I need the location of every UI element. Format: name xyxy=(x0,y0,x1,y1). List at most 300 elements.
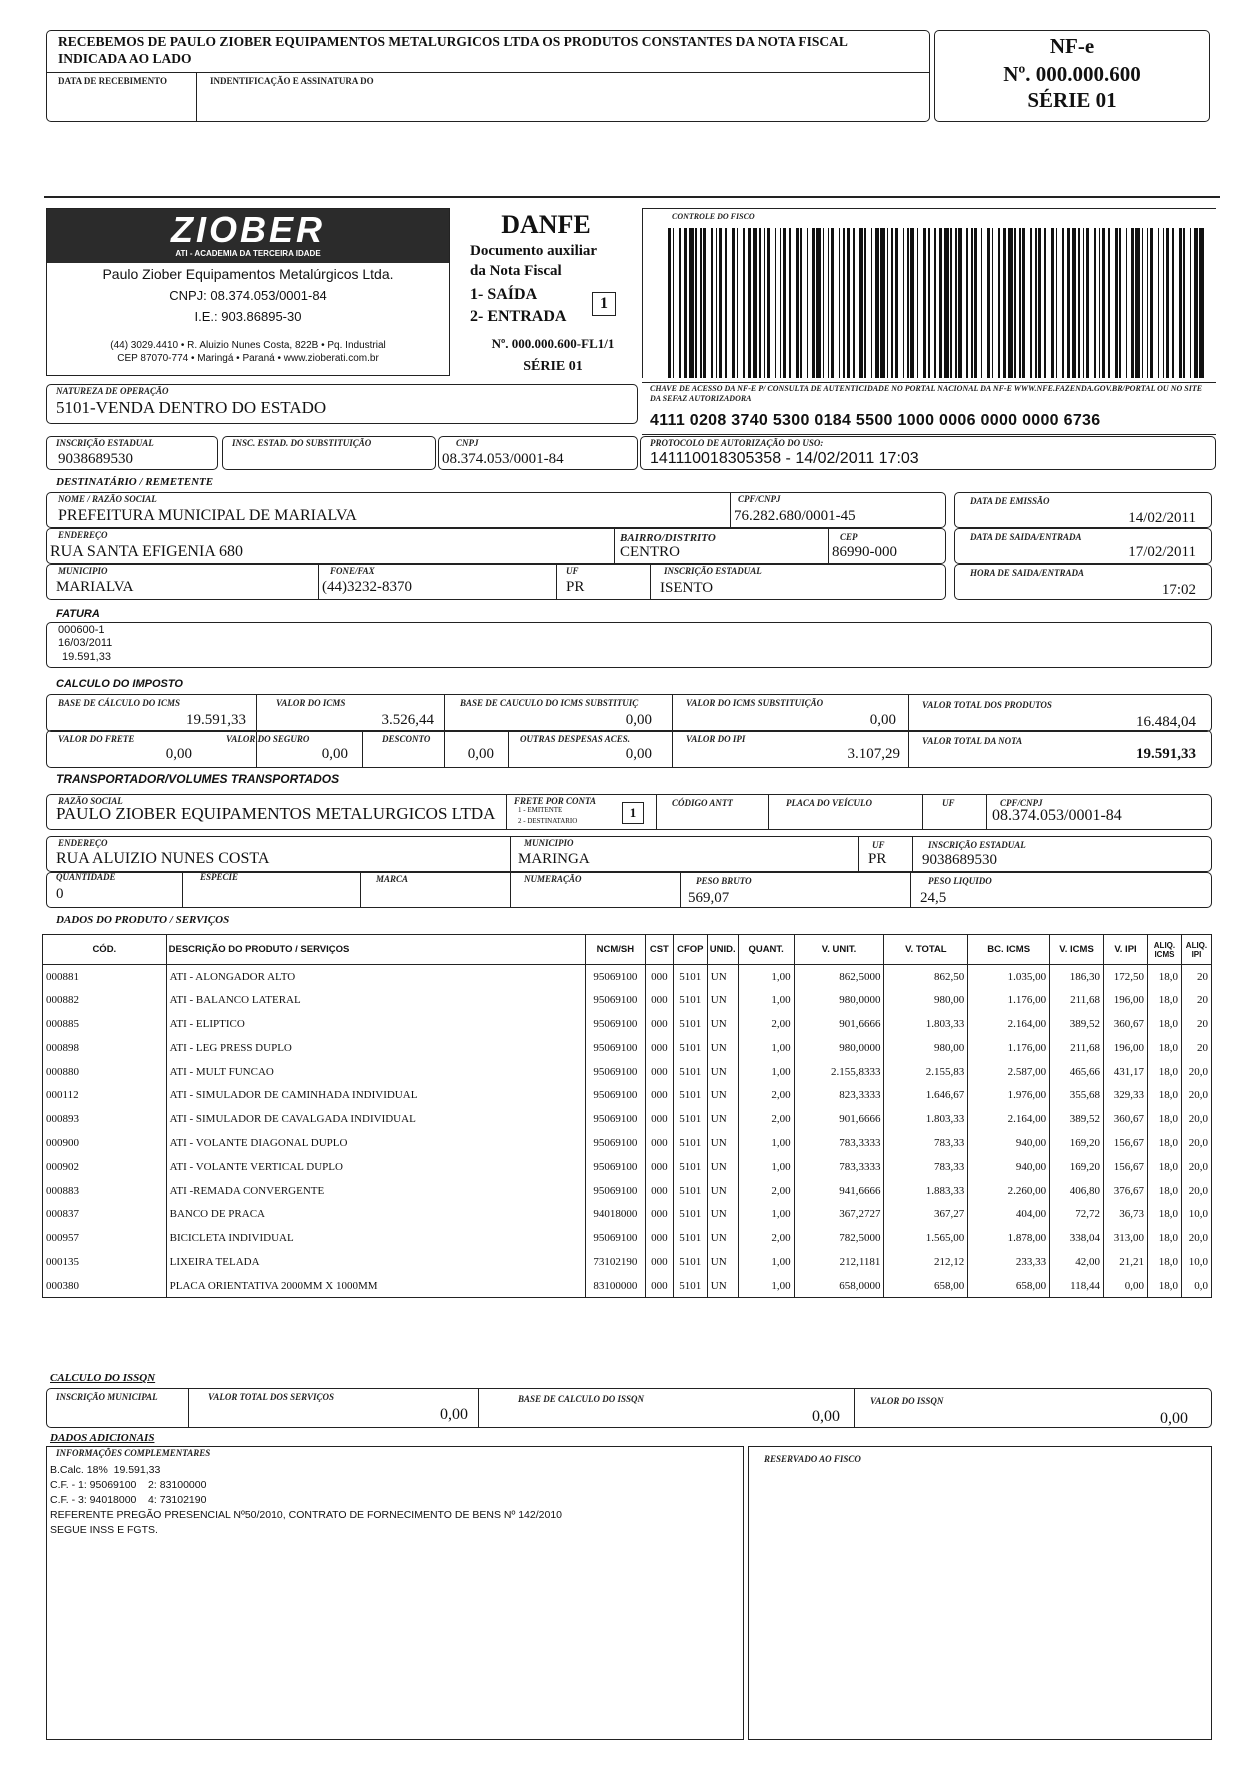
table-cell: 186,30 xyxy=(1050,965,1104,989)
info-line-4: REFERENTE PREGÃO PRESENCIAL Nº50/2010, CONTRATO DE FORNECIMENTO DE BENS Nº 142/2010 xyxy=(50,1509,563,1521)
table-cell: 000885 xyxy=(43,1012,167,1036)
natureza-label: NATUREZA DE OPERAÇÃO xyxy=(56,386,169,396)
table-cell: 5101 xyxy=(673,1226,707,1250)
table-cell: 941,6666 xyxy=(794,1179,884,1203)
col-cod: CÓD. xyxy=(43,935,167,965)
col-bc-icms: BC. ICMS xyxy=(968,935,1050,965)
transp-div11 xyxy=(510,872,511,908)
table-cell: 355,68 xyxy=(1050,1083,1104,1107)
icms-label: VALOR DO ICMS xyxy=(276,698,346,708)
table-cell: 18,0 xyxy=(1147,1107,1181,1131)
table-cell: 431,17 xyxy=(1104,1060,1148,1084)
table-cell: 980,00 xyxy=(884,1036,968,1060)
produtos-section: DADOS DO PRODUTO / SERVIÇOS xyxy=(56,914,230,926)
table-cell: 5101 xyxy=(673,1083,707,1107)
transp-placa-label: PLACA DO VEÍCULO xyxy=(786,798,873,808)
table-cell: UN xyxy=(707,1155,738,1179)
table-cell: 1,00 xyxy=(738,1274,794,1298)
danfe-sub1: Documento auxiliar xyxy=(470,243,598,259)
cnpj-value: 08.374.053/0001-84 xyxy=(442,451,564,467)
table-cell: UN xyxy=(707,1131,738,1155)
table-cell: 2.155,8333 xyxy=(794,1060,884,1084)
dest-nome-label: NOME / RAZÃO SOCIAL xyxy=(58,494,157,504)
transp-div10 xyxy=(360,872,361,908)
chave-value: 4111 0208 3740 5300 0184 5500 1000 0006 0000 0000 6736 xyxy=(650,412,1101,429)
dest-bairro-label: BAIRRO/DISTRITO xyxy=(620,532,716,544)
col-aliq-icms: ALIQ. ICMS xyxy=(1147,935,1181,965)
table-cell: 233,33 xyxy=(968,1250,1050,1274)
reservado-fisco-box xyxy=(748,1446,1212,1740)
table-cell: 2.260,00 xyxy=(968,1179,1050,1203)
transp-frete-box: 1 xyxy=(622,802,644,824)
table-cell: 95069100 xyxy=(585,1131,645,1155)
table-cell: 1,00 xyxy=(738,1202,794,1226)
table-cell: 156,67 xyxy=(1104,1155,1148,1179)
table-cell: 000 xyxy=(645,1179,673,1203)
ipi-value: 3.107,29 xyxy=(847,746,900,762)
table-cell: PLACA ORIENTATIVA 2000MM X 1000MM xyxy=(166,1274,585,1298)
table-cell: 1,00 xyxy=(738,1131,794,1155)
transp-div6 xyxy=(510,836,511,872)
table-cell: 000882 xyxy=(43,988,167,1012)
table-cell: 940,00 xyxy=(968,1155,1050,1179)
seguro-value: 0,00 xyxy=(321,746,348,762)
table-cell: UN xyxy=(707,988,738,1012)
table-row xyxy=(43,988,1212,1012)
table-cell: 1,00 xyxy=(738,1155,794,1179)
table-cell: 5101 xyxy=(673,1060,707,1084)
transp-razao-value: PAULO ZIOBER EQUIPAMENTOS METALURGICOS LTDA xyxy=(56,804,496,823)
col-v-ipi: V. IPI xyxy=(1104,935,1148,965)
adicionais-section: DADOS ADICIONAIS xyxy=(50,1432,155,1444)
col-vunit: V. UNIT. xyxy=(794,935,884,965)
table-cell: 73102190 xyxy=(585,1250,645,1274)
table-header-row xyxy=(43,935,1212,965)
transp-marca-label: MARCA xyxy=(376,874,409,884)
info-complementares-label: INFORMAÇÕES COMPLEMENTARES xyxy=(56,1448,211,1458)
bc-icms-label: BASE DE CÁLCULO DO ICMS xyxy=(58,698,181,708)
fisco-left-border xyxy=(642,208,643,378)
table-cell: 000 xyxy=(645,1036,673,1060)
table-cell: 1.878,00 xyxy=(968,1226,1050,1250)
table-cell: 42,00 xyxy=(1050,1250,1104,1274)
table-cell: 2,00 xyxy=(738,1179,794,1203)
table-cell: UN xyxy=(707,1083,738,1107)
table-cell: 10,0 xyxy=(1181,1202,1211,1226)
table-cell: 000893 xyxy=(43,1107,167,1131)
info-line-2: C.F. - 1: 95069100 2: 83100000 xyxy=(50,1479,207,1491)
transp-peso-bruto-value: 569,07 xyxy=(688,890,730,906)
transp-div2 xyxy=(656,794,657,830)
fisco-bottom-border xyxy=(642,382,1216,383)
dest-emissao-value: 14/02/2011 xyxy=(1128,510,1196,526)
issqn-bc-label: BASE DE CALCULO DO ISSQN xyxy=(518,1394,645,1404)
table-row xyxy=(43,1083,1212,1107)
table-cell: 000900 xyxy=(43,1131,167,1155)
table-cell: 2,00 xyxy=(738,1226,794,1250)
transp-frete-label: FRETE POR CONTA xyxy=(514,796,597,806)
fatura-box xyxy=(46,622,1212,668)
issuer-name: Paulo Ziober Equipamentos Metalúrgicos Ltda. xyxy=(102,266,394,282)
controle-fisco-label: CONTROLE DO FISCO xyxy=(672,212,755,221)
table-cell: 18,0 xyxy=(1147,1083,1181,1107)
receipt-signature-label: INDENTIFICAÇÃO E ASSINATURA DO xyxy=(210,76,374,86)
table-cell: 000 xyxy=(645,1155,673,1179)
table-cell: BICICLETA INDIVIDUAL xyxy=(166,1226,585,1250)
table-cell: 000 xyxy=(645,1226,673,1250)
table-cell: 782,5000 xyxy=(794,1226,884,1250)
table-cell: 1,00 xyxy=(738,965,794,989)
table-cell: 1.803,33 xyxy=(884,1107,968,1131)
transp-municipio-label: MUNICIPIO xyxy=(524,838,574,848)
imp-div2 xyxy=(444,694,445,768)
table-cell: 5101 xyxy=(673,1202,707,1226)
table-cell: 980,00 xyxy=(884,988,968,1012)
issqn-bc-value: 0,00 xyxy=(812,1408,840,1425)
table-cell: 18,0 xyxy=(1147,1250,1181,1274)
bc-st-value: 0,00 xyxy=(625,712,652,728)
table-cell: 000902 xyxy=(43,1155,167,1179)
destinatario-section: DESTINATÁRIO / REMETENTE xyxy=(56,476,214,488)
table-cell: 95069100 xyxy=(585,1060,645,1084)
ie-value: 9038689530 xyxy=(58,451,133,467)
table-cell: 338,04 xyxy=(1050,1226,1104,1250)
table-cell: 2,00 xyxy=(738,1107,794,1131)
table-cell: ATI - ELIPTICO xyxy=(166,1012,585,1036)
dest-fone-value: (44)3232-8370 xyxy=(322,579,412,595)
table-cell: 000 xyxy=(645,1274,673,1298)
table-cell: 1.883,33 xyxy=(884,1179,968,1203)
table-cell: 196,00 xyxy=(1104,1036,1148,1060)
fisco-top-border xyxy=(642,208,1216,209)
dest-endereco-label: ENDEREÇO xyxy=(58,530,108,540)
issqn-section: CALCULO DO ISSQN xyxy=(50,1372,156,1384)
table-cell: 169,20 xyxy=(1050,1155,1104,1179)
dest-cep-value: 86990-000 xyxy=(832,544,897,560)
transp-antt-label: CÓDIGO ANTT xyxy=(672,798,733,808)
transp-peso-bruto-label: PESO BRUTO xyxy=(696,876,752,886)
natureza-value: 5101-VENDA DENTRO DO ESTADO xyxy=(56,398,327,417)
transp-frete-opt2: 2 - DESTINATARIO xyxy=(518,817,578,825)
col-vtotal: V. TOTAL xyxy=(884,935,968,965)
icms-st-label: VALOR DO ICMS SUBSTITUIÇÃO xyxy=(686,698,824,708)
receipt-text: RECEBEMOS DE PAULO ZIOBER EQUIPAMENTOS METALURGICOS LTDA OS PRODUTOS CONSTANTES DA NOTA FISCAL INDICADA AO LADO xyxy=(58,34,848,66)
table-cell: 95069100 xyxy=(585,1179,645,1203)
table-cell: UN xyxy=(707,965,738,989)
table-cell: 000957 xyxy=(43,1226,167,1250)
dest-emissao-label: DATA DE EMISSÃO xyxy=(970,496,1050,506)
table-cell: 5101 xyxy=(673,1274,707,1298)
transp-div4 xyxy=(922,794,923,830)
table-row xyxy=(43,1107,1212,1131)
info-line-1: B.Calc. 18% 19.591,33 xyxy=(50,1464,161,1476)
table-cell: 1.646,67 xyxy=(884,1083,968,1107)
dest-municipio-label: MUNICIPIO xyxy=(58,566,108,576)
dest-nome-value: PREFEITURA MUNICIPAL DE MARIALVA xyxy=(58,507,357,524)
transp-peso-liq-label: PESO LIQUIDO xyxy=(928,876,992,886)
table-row xyxy=(43,965,1212,989)
total-prod-value: 16.484,04 xyxy=(1136,714,1196,730)
table-cell: 2,00 xyxy=(738,1012,794,1036)
receipt-date-field[interactable] xyxy=(50,90,192,118)
col-cst: CST xyxy=(645,935,673,965)
table-cell: 118,44 xyxy=(1050,1274,1104,1298)
fatura-line1: 000600-1 xyxy=(58,624,105,636)
fatura-line3: 19.591,33 xyxy=(62,651,111,663)
table-cell: 1.035,00 xyxy=(968,965,1050,989)
issqn-servicos-value: 0,00 xyxy=(440,1406,468,1423)
table-cell: 404,00 xyxy=(968,1202,1050,1226)
danfe-saida: 1- SAÍDA xyxy=(470,286,538,303)
table-cell: 862,50 xyxy=(884,965,968,989)
table-cell: 5101 xyxy=(673,1036,707,1060)
issqn-valor-value: 0,00 xyxy=(1160,1410,1188,1427)
transp-ie-value: 9038689530 xyxy=(922,852,997,868)
imp-div4 xyxy=(908,694,909,768)
danfe-serie: SÉRIE 01 xyxy=(523,359,583,374)
danfe-title: DANFE xyxy=(501,210,591,239)
transp-frete-opt1: 1 - EMITENTE xyxy=(518,806,563,814)
table-cell: 1,00 xyxy=(738,988,794,1012)
table-cell: 000112 xyxy=(43,1083,167,1107)
table-cell: 862,5000 xyxy=(794,965,884,989)
table-cell: 000898 xyxy=(43,1036,167,1060)
total-prod-label: VALOR TOTAL DOS PRODUTOS xyxy=(922,700,1052,710)
table-cell: 20,0 xyxy=(1181,1107,1211,1131)
issuer-cnpj: CNPJ: 08.374.053/0001-84 xyxy=(169,288,327,303)
transp-ie-label: INSCRIÇÃO ESTADUAL xyxy=(928,840,1026,850)
table-cell: 940,00 xyxy=(968,1131,1050,1155)
transp-div9 xyxy=(182,872,183,908)
table-cell: 2.164,00 xyxy=(968,1012,1050,1036)
bc-st-label: BASE DE CAUCULO DO ICMS SUBSTITUIÇ xyxy=(460,698,639,708)
danfe-sub2: da Nota Fiscal xyxy=(470,263,562,279)
dest-bairro-divider xyxy=(614,528,615,564)
table-cell: 980,0000 xyxy=(794,988,884,1012)
nfe-number: Nº. 000.000.600 xyxy=(1003,62,1141,86)
dest-uf-value: PR xyxy=(566,579,585,595)
table-cell: 172,50 xyxy=(1104,965,1148,989)
table-cell: 20,0 xyxy=(1181,1083,1211,1107)
info-line-3: C.F. - 3: 94018000 4: 73102190 xyxy=(50,1494,207,1506)
issuer-logo: ZIOBER xyxy=(170,209,325,250)
table-cell: ATI -REMADA CONVERGENTE xyxy=(166,1179,585,1203)
table-cell: ATI - BALANCO LATERAL xyxy=(166,988,585,1012)
receipt-divider xyxy=(47,72,929,73)
table-row xyxy=(43,1274,1212,1298)
ipi-label: VALOR DO IPI xyxy=(686,734,746,744)
transp-div1 xyxy=(506,794,507,830)
table-cell: 658,00 xyxy=(968,1274,1050,1298)
icms-value: 3.526,44 xyxy=(381,712,434,728)
col-quant: QUANT. xyxy=(738,935,794,965)
table-cell: 95069100 xyxy=(585,1155,645,1179)
icms-st-value: 0,00 xyxy=(869,712,896,728)
table-cell: 196,00 xyxy=(1104,988,1148,1012)
table-cell: 783,3333 xyxy=(794,1155,884,1179)
table-cell: 18,0 xyxy=(1147,1155,1181,1179)
transp-peso-liq-value: 24,5 xyxy=(920,890,947,906)
table-cell: 000883 xyxy=(43,1179,167,1203)
table-cell: 901,6666 xyxy=(794,1107,884,1131)
table-cell: 1,00 xyxy=(738,1036,794,1060)
table-cell: 000 xyxy=(645,1060,673,1084)
table-cell: 20 xyxy=(1181,1036,1211,1060)
protocolo-value: 141110018305358 - 14/02/2011 17:03 xyxy=(650,450,919,467)
dest-hora-label: HORA DE SAIDA/ENTRADA xyxy=(970,568,1085,578)
table-cell: ATI - VOLANTE VERTICAL DUPLO xyxy=(166,1155,585,1179)
table-cell: 21,21 xyxy=(1104,1250,1148,1274)
seguro-label: VALOR DO SEGURO xyxy=(226,734,310,744)
table-cell: 980,0000 xyxy=(794,1036,884,1060)
table-cell: 5101 xyxy=(673,1179,707,1203)
table-row xyxy=(43,1012,1212,1036)
dest-saida-value: 17/02/2011 xyxy=(1128,544,1196,560)
table-cell: 000 xyxy=(645,1012,673,1036)
dest-uf-divider xyxy=(556,564,557,600)
issqn-servicos-label: VALOR TOTAL DOS SERVIÇOS xyxy=(208,1392,334,1402)
nfe-title: NF-e xyxy=(1049,34,1095,58)
table-cell: 20,0 xyxy=(1181,1179,1211,1203)
outras-value: 0,00 xyxy=(625,746,652,762)
dest-ie-value: ISENTO xyxy=(660,580,714,596)
table-cell: 212,1181 xyxy=(794,1250,884,1274)
table-cell: 000 xyxy=(645,1202,673,1226)
table-cell: 658,00 xyxy=(884,1274,968,1298)
reservado-fisco-label: RESERVADO AO FISCO xyxy=(764,1454,861,1464)
table-row xyxy=(43,1131,1212,1155)
products-table xyxy=(42,934,1212,1298)
table-cell: 5101 xyxy=(673,1155,707,1179)
table-cell: 0,00 xyxy=(1104,1274,1148,1298)
table-cell: 211,68 xyxy=(1050,988,1104,1012)
issqn-div1 xyxy=(188,1388,189,1428)
table-row xyxy=(43,1155,1212,1179)
chave-divider xyxy=(642,434,1216,435)
imp-div5 xyxy=(362,730,363,768)
table-cell: UN xyxy=(707,1274,738,1298)
transp-qtd-label: QUANTIDADE xyxy=(56,872,116,882)
table-cell: UN xyxy=(707,1060,738,1084)
dest-cep-label: CEP xyxy=(840,532,858,542)
dest-cnpj-divider xyxy=(730,492,731,528)
table-cell: 95069100 xyxy=(585,1107,645,1131)
table-cell: 783,33 xyxy=(884,1131,968,1155)
table-row xyxy=(43,1179,1212,1203)
table-cell: ATI - SIMULADOR DE CAMINHADA INDIVIDUAL xyxy=(166,1083,585,1107)
dest-saida-label: DATA DE SAIDA/ENTRADA xyxy=(970,532,1082,542)
table-cell: 1,00 xyxy=(738,1250,794,1274)
imposto-section: CALCULO DO IMPOSTO xyxy=(56,678,183,690)
table-cell: 1.976,00 xyxy=(968,1083,1050,1107)
table-cell: 000 xyxy=(645,988,673,1012)
issqn-div2 xyxy=(478,1388,479,1428)
dest-cnpj-value: 76.282.680/0001-45 xyxy=(734,508,856,524)
issqn-valor-label: VALOR DO ISSQN xyxy=(870,1396,944,1406)
table-cell: 658,0000 xyxy=(794,1274,884,1298)
table-cell: 1.176,00 xyxy=(968,988,1050,1012)
table-cell: UN xyxy=(707,1250,738,1274)
table-cell: 20,0 xyxy=(1181,1155,1211,1179)
receipt-signature-field[interactable] xyxy=(200,90,926,118)
ie-label: INSCRIÇÃO ESTADUAL xyxy=(56,438,154,448)
table-cell: 823,3333 xyxy=(794,1083,884,1107)
col-aliq-ipi: ALIQ. IPI xyxy=(1181,935,1211,965)
transp-uf-label: UF xyxy=(942,798,955,808)
table-cell: 2.164,00 xyxy=(968,1107,1050,1131)
transp-uf2-label: UF xyxy=(872,840,885,850)
transp-div8 xyxy=(912,836,913,872)
top-rule xyxy=(44,196,1220,198)
imp-div1 xyxy=(256,694,257,768)
col-descricao: DESCRIÇÃO DO PRODUTO / SERVIÇOS xyxy=(166,935,585,965)
imp-div6 xyxy=(508,730,509,768)
table-cell: UN xyxy=(707,1226,738,1250)
table-cell: 000881 xyxy=(43,965,167,989)
transp-uf2-value: PR xyxy=(868,851,887,867)
table-cell: 5101 xyxy=(673,1250,707,1274)
transp-div13 xyxy=(910,872,911,908)
danfe-number: Nº. 000.000.600-FL1/1 xyxy=(491,336,615,351)
table-cell: 5101 xyxy=(673,965,707,989)
table-cell: 95069100 xyxy=(585,1036,645,1060)
table-cell: 18,0 xyxy=(1147,1202,1181,1226)
col-unid: UNID. xyxy=(707,935,738,965)
table-cell: 1.803,33 xyxy=(884,1012,968,1036)
bc-icms-value: 19.591,33 xyxy=(186,712,246,728)
transp-endereco-label: ENDEREÇO xyxy=(58,838,108,848)
transp-div12 xyxy=(680,872,681,908)
table-cell: UN xyxy=(707,1107,738,1131)
table-cell: 5101 xyxy=(673,1131,707,1155)
issuer-ie: I.E.: 903.86895-30 xyxy=(194,309,302,324)
table-cell: 20 xyxy=(1181,988,1211,1012)
table-cell: 329,33 xyxy=(1104,1083,1148,1107)
table-cell: 20,0 xyxy=(1181,1060,1211,1084)
table-cell: UN xyxy=(707,1202,738,1226)
table-cell: 376,67 xyxy=(1104,1179,1148,1203)
imp-div3 xyxy=(672,694,673,768)
transp-div3 xyxy=(768,794,769,830)
danfe-tipo-box: 1 xyxy=(592,292,616,316)
table-cell: 169,20 xyxy=(1050,1131,1104,1155)
table-cell: 000135 xyxy=(43,1250,167,1274)
table-cell: 18,0 xyxy=(1147,1012,1181,1036)
table-cell: ATI - SIMULADOR DE CAVALGADA INDIVIDUAL xyxy=(166,1107,585,1131)
col-cfop: CFOP xyxy=(673,935,707,965)
ie-sub-label: INSC. ESTAD. DO SUBSTITUIÇÃO xyxy=(232,438,372,448)
table-cell: 10,0 xyxy=(1181,1250,1211,1274)
table-cell: UN xyxy=(707,1036,738,1060)
table-row xyxy=(43,1202,1212,1226)
table-cell: 2.587,00 xyxy=(968,1060,1050,1084)
table-cell: 95069100 xyxy=(585,988,645,1012)
transp-especie-label: ESPÉCIE xyxy=(200,872,239,882)
issuer-logo-sub: ATI - ACADEMIA DA TERCEIRA IDADE xyxy=(175,249,321,258)
table-cell: 212,12 xyxy=(884,1250,968,1274)
transp-div7 xyxy=(858,836,859,872)
table-cell: 94018000 xyxy=(585,1202,645,1226)
table-cell: 360,67 xyxy=(1104,1012,1148,1036)
dest-bairro-value: CENTRO xyxy=(620,544,680,560)
transp-qtd-value: 0 xyxy=(56,886,64,902)
dest-uf-label: UF xyxy=(566,566,579,576)
dest-fone-label: FONE/FAX xyxy=(330,566,375,576)
table-cell: 1,00 xyxy=(738,1060,794,1084)
table-cell: 1.565,00 xyxy=(884,1226,968,1250)
fatura-section: FATURA xyxy=(56,608,100,620)
table-cell: 360,67 xyxy=(1104,1107,1148,1131)
